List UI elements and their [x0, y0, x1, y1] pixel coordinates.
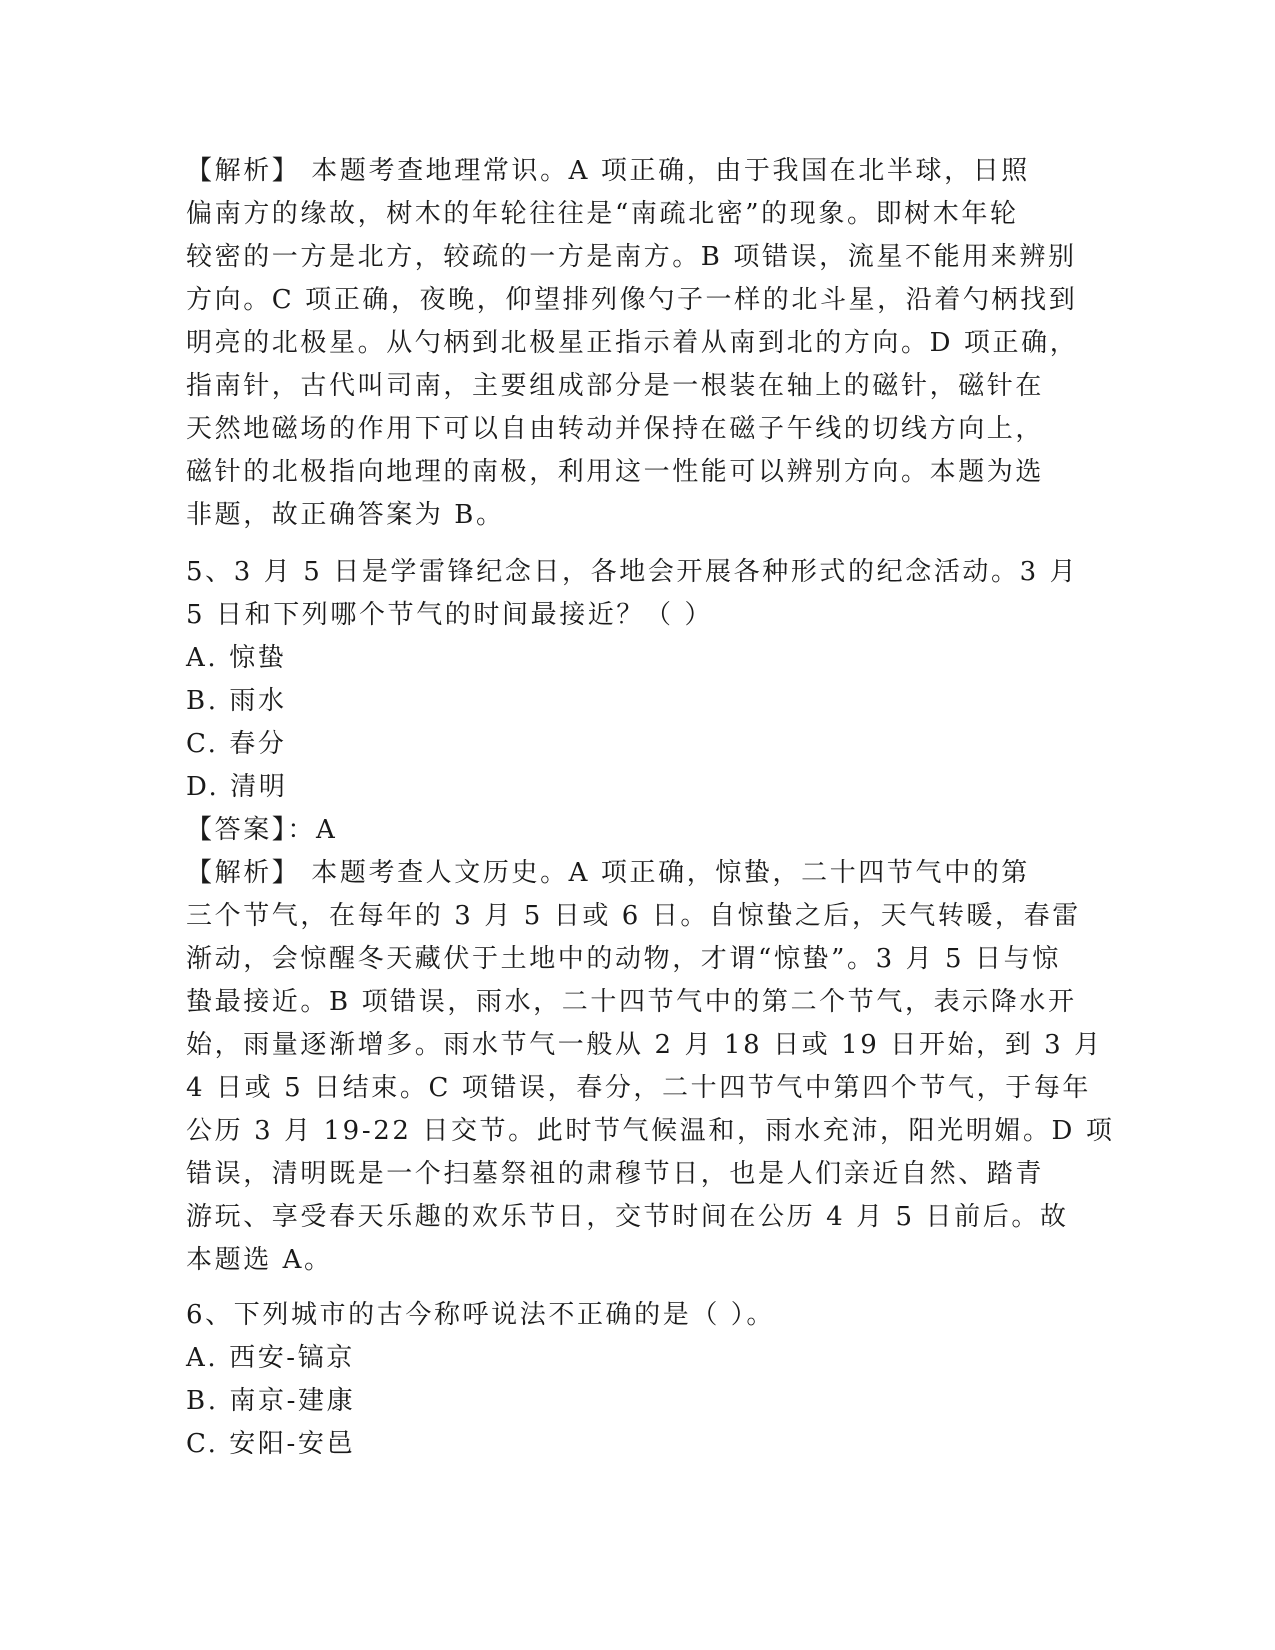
option-a: A. 西安-镐京: [186, 1343, 355, 1373]
option-d: D. 清明: [186, 772, 288, 802]
analysis-line: 天然地磁场的作用下可以自由转动并保持在磁子午线的切线方向上，: [186, 414, 1045, 444]
analysis-line: 蛰最接近。B 项错误，雨水，二十四节气中的第二个节气，表示降水开: [186, 987, 1077, 1017]
analysis-line: 三个节气，在每年的 3 月 5 日或 6 日。自惊蛰之后，天气转暖，春雷: [186, 901, 1081, 931]
analysis-line: 公历 3 月 19-22 日交节。此时节气候温和，雨水充沛，阳光明媚。D 项: [186, 1116, 1115, 1146]
analysis-line: 较密的一方是北方，较疏的一方是南方。B 项错误，流星不能用来辨别: [186, 242, 1077, 272]
question-6: [186, 1294, 1086, 1466]
analysis-line: 本题选 A。: [186, 1245, 333, 1275]
analysis-line: 【解析】 本题考查地理常识。A 项正确，由于我国在北半球，日照: [186, 156, 1030, 186]
analysis-line: 4 日或 5 日结束。C 项错误，春分，二十四节气中第四个节气，于每年: [186, 1073, 1092, 1103]
analysis-line: 指南针，古代叫司南，主要组成部分是一根装在轴上的磁针，磁针在: [186, 371, 1045, 401]
option-b: B. 南京-建康: [186, 1386, 356, 1416]
q4-analysis: [186, 150, 1086, 537]
analysis-line: 偏南方的缘故，树木的年轮往往是“南疏北密”的现象。即树木年轮: [186, 199, 1019, 229]
question-5: [186, 551, 1115, 1282]
analysis-line: 游玩、享受春天乐趣的欢乐节日，交节时间在公历 4 月 5 日前后。故: [186, 1202, 1069, 1232]
analysis-line: 渐动，会惊醒冬天藏伏于土地中的动物，才谓“惊蛰”。3 月 5 日与惊: [186, 944, 1061, 974]
question-stem: 5、3 月 5 日是学雷锋纪念日，各地会开展各种形式的纪念活动。3 月: [186, 557, 1079, 587]
question-stem: 5 日和下列哪个节气的时间最接近？（ ）: [186, 600, 714, 630]
analysis-line: 始，雨量逐渐增多。雨水节气一般从 2 月 18 日或 19 日开始，到 3 月: [186, 1030, 1103, 1060]
option-c: C. 春分: [186, 729, 287, 759]
analysis-line: 非题，故正确答案为 B。: [186, 500, 505, 530]
answer-line: 【答案】：A: [186, 815, 338, 845]
question-stem: 6、下列城市的古今称呼说法不正确的是（ ）。: [186, 1300, 776, 1330]
analysis-line: 【解析】 本题考查人文历史。A 项正确，惊蛰，二十四节气中的第: [186, 858, 1030, 888]
analysis-line: 磁针的北极指向地理的南极，利用这一性能可以辨别方向。本题为选: [186, 457, 1045, 487]
analysis-line: 错误，清明既是一个扫墓祭祖的肃穆节日，也是人们亲近自然、踏青: [186, 1159, 1045, 1189]
analysis-line: 明亮的北极星。从勺柄到北极星正指示着从南到北的方向。D 项正确，: [186, 328, 1079, 358]
option-b: B. 雨水: [186, 686, 287, 716]
analysis-line: 方向。C 项正确，夜晚，仰望排列像勺子一样的北斗星，沿着勺柄找到: [186, 285, 1078, 315]
option-a: A. 惊蛰: [186, 643, 287, 673]
option-c: C. 安阳-安邑: [186, 1429, 356, 1459]
document-page: [186, 150, 1115, 1466]
